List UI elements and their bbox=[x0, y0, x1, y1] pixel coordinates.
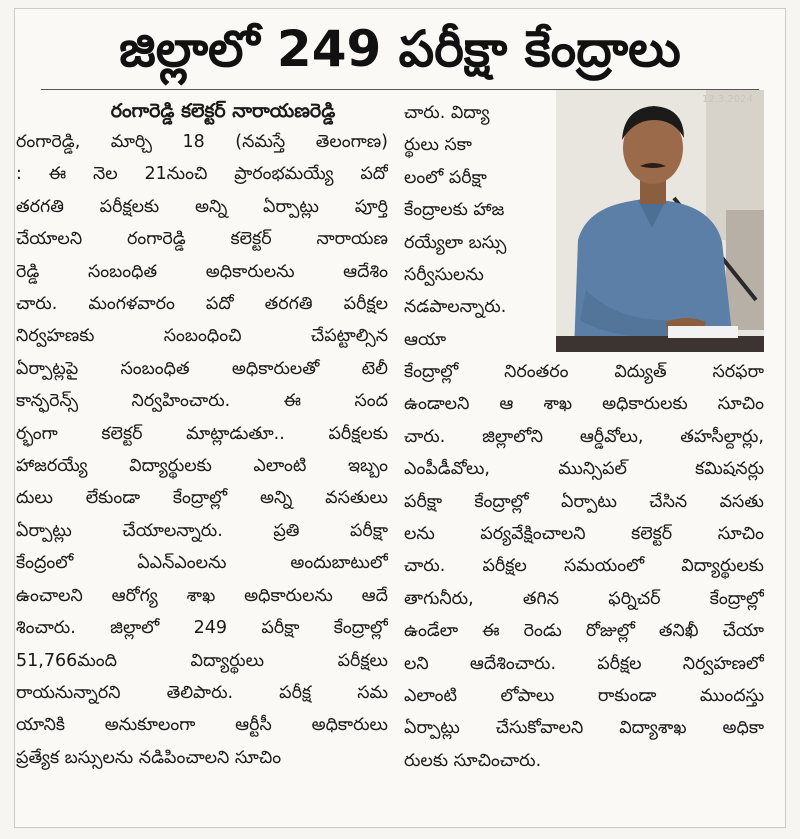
article-line: తరగతి పరీక్షలకు అన్ని ఏర్పాట్లు పూర్తి bbox=[16, 196, 388, 217]
article-line: కేంద్రాలకు హాజ bbox=[404, 200, 505, 221]
photo-watermark: 12.3.2024 bbox=[702, 94, 753, 105]
article-line: దులు లేకుండా కేంద్రాల్లో అన్ని వసతులు bbox=[16, 488, 388, 509]
article-line: రులకు సూచించారు. bbox=[404, 750, 542, 771]
article-line: చేయాలని రంగారెడ్డి కలెక్టర్ నారాయణ bbox=[16, 229, 388, 250]
article-column-mid bbox=[404, 97, 554, 356]
article-line: చారు. జిల్లాలోని ఆర్డీవోలు, తహసీల్దార్లు, bbox=[404, 426, 764, 447]
article-line: రయ్యేలా బస్సు bbox=[404, 232, 507, 253]
article-line: చారు. విద్యా bbox=[404, 103, 490, 123]
article-line: సర్వీసులను bbox=[404, 265, 484, 286]
article-line: లను పర్యవేక్షించాలని కలెక్టర్ సూచిం bbox=[404, 524, 764, 545]
article-line: ఏర్పాట్లపై సంబంధిత అధికారులతో టెలీ bbox=[16, 358, 388, 379]
article-line: రంగారెడ్డి, మార్చి 18 (నమస్తే తెలంగాణ) bbox=[16, 132, 388, 152]
headline: జిల్లాలో 249 పరీక్షా కేంద్రాలు bbox=[119, 20, 681, 78]
article-line: హాజరయ్యే విద్యార్థులకు ఎలాంటి ఇబ్బం bbox=[16, 456, 388, 477]
article-line: ప్రత్యేక బస్సులను నడిపించాలని సూచిం bbox=[16, 747, 282, 768]
article-line: లని ఆదేశించారు. పరీక్షల నిర్వహణలో bbox=[404, 653, 764, 674]
article-line: : ఈ నెల 21నుంచి ప్రారంభమయ్యే పదో bbox=[16, 164, 388, 185]
article-line: ఏర్పాట్లు చేసుకోవాలని విద్యాశాఖ అధికా bbox=[404, 718, 764, 739]
article-line: చారు. పరీక్షల సమయంలో విద్యార్థులకు bbox=[404, 556, 764, 577]
article-line: ఉండేలా ఈ రెండు రోజుల్లో తనిఖీ చేయా bbox=[404, 621, 764, 642]
article-line: కేంద్రాల్లో నిరంతరం విద్యుత్ సరఫరా bbox=[404, 362, 764, 382]
article-line: రాయనున్నారని తెలిపారు. పరీక్ష సమ bbox=[16, 682, 388, 703]
article-line: పరీక్షా కేంద్రాల్లో ఏర్పాటు చేసిన వసతు bbox=[404, 491, 764, 512]
article-line: నడపాలన్నారు. bbox=[404, 297, 507, 318]
article-line: ఉండాలని ఆ శాఖ అధికారులకు సూచిం bbox=[404, 394, 764, 415]
article-line: శించారు. జిల్లాలో 249 పరీక్షా కేంద్రాల్లో bbox=[16, 618, 388, 639]
article-line: ఆయా bbox=[404, 329, 447, 350]
collector-photo bbox=[556, 90, 764, 352]
article-line: ర్భంగా కలెక్టర్ మాట్లాడుతూ.. పరీక్షలకు bbox=[16, 423, 388, 444]
article-line: కాన్ఫరెన్స్ నిర్వహించారు. ఈ సంద bbox=[16, 391, 388, 412]
article-line: 51,766మంది విద్యార్థులు పరీక్షలు bbox=[16, 650, 388, 671]
collector-photo-illustration bbox=[556, 90, 764, 352]
article-line: నిర్వహణకు సంబంధించి చేపట్టాల్సిన bbox=[16, 326, 388, 347]
article-line: కేంద్రంలో ఏఎన్ఎంలను అందుబాటులో bbox=[16, 553, 388, 574]
article-line: తాగునీరు, తగిన ఫర్నిచర్ కేంద్రాల్లో bbox=[404, 588, 764, 609]
article-line: రెడ్డి సంబంధిత అధికారులను ఆదేశిం bbox=[16, 261, 388, 282]
article-line: ఉంచాలని ఆరోగ్య శాఖ అధికారులను ఆదే bbox=[16, 585, 388, 606]
article-line: ఎలాంటి లోపాలు రాకుండా ముందస్తు bbox=[404, 686, 764, 707]
article-line: ఏర్పాట్లు చేయాలన్నారు. ప్రతి పరీక్షా bbox=[16, 520, 388, 541]
article-line: చారు. మంగళవారం పదో తరగతి పరీక్షల bbox=[16, 294, 388, 315]
article-column-right bbox=[404, 356, 764, 777]
article-line: యానికి అనుకూలంగా ఆర్టీసీ అధికారులు bbox=[16, 715, 388, 736]
article-line: ర్థులు సకా bbox=[404, 135, 472, 156]
article-line: లంలో పరీక్షా bbox=[404, 167, 487, 188]
article-line: ఎంపీడీవోలు, మున్సిపల్ కమిషనర్లు bbox=[404, 459, 764, 480]
article-column-left bbox=[16, 126, 388, 774]
byline: రంగారెడ్డి కలెక్టర్ నారాయణరెడ్డి bbox=[110, 100, 336, 122]
